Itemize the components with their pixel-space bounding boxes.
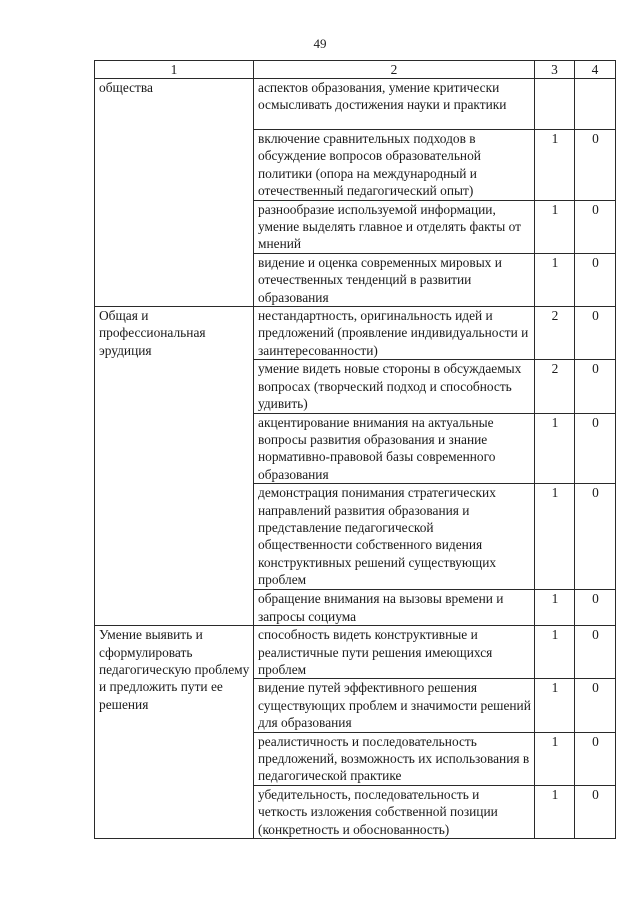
score-cell: 0 xyxy=(575,413,616,484)
score-cell: 1 xyxy=(535,590,575,626)
criterion-cell: способность видеть конструктивные и реалистичные пути решения имеющихся проблем xyxy=(254,626,535,679)
score-cell: 1 xyxy=(535,413,575,484)
column-header-3: 3 xyxy=(535,61,575,79)
criterion-cell: включение сравнительных подходов в обсуждение вопросов образовательной политики (опора на международный и отечественный педагогический опыт) xyxy=(254,130,535,201)
score-cell xyxy=(575,79,616,130)
criterion-cell: демонстрация понимания стратегических направлений развития образования и представление педагогической общественности собственного видения конструктивных решений существующих проблем xyxy=(254,484,535,590)
criterion-cell: обращение внимания на вызовы времени и запросы социума xyxy=(254,590,535,626)
table-row xyxy=(95,626,616,679)
column-header-2: 2 xyxy=(254,61,535,79)
score-cell: 1 xyxy=(535,785,575,838)
criterion-cell: реалистичность и последовательность предложений, возможность их использования в педагогической практике xyxy=(254,732,535,785)
criterion-cell: аспектов образования, умение критически осмысливать достижения науки и практики xyxy=(254,79,535,130)
score-cell: 0 xyxy=(575,679,616,732)
score-cell: 0 xyxy=(575,590,616,626)
score-cell: 0 xyxy=(575,130,616,201)
table-row xyxy=(95,79,616,130)
score-cell: 0 xyxy=(575,360,616,413)
criterion-cell: убедительность, последовательность и четкость изложения собственной позиции (конкретность и обоснованность) xyxy=(254,785,535,838)
criterion-cell: акцентирование внимания на актуальные вопросы развития образования и знание нормативно-правовой базы современного образования xyxy=(254,413,535,484)
score-cell: 0 xyxy=(575,732,616,785)
score-cell: 0 xyxy=(575,307,616,360)
category-cell: Умение выявить и сформулировать педагогическую проблему и предложить пути ее решения xyxy=(95,626,254,839)
criterion-cell: видение путей эффективного решения существующих проблем и значимости решений для образования xyxy=(254,679,535,732)
score-cell: 1 xyxy=(535,626,575,679)
criteria-table xyxy=(94,60,616,839)
score-cell: 1 xyxy=(535,732,575,785)
score-cell: 1 xyxy=(535,484,575,590)
score-cell: 0 xyxy=(575,785,616,838)
column-header-4: 4 xyxy=(575,61,616,79)
score-cell: 0 xyxy=(575,626,616,679)
score-cell: 1 xyxy=(535,679,575,732)
table-row xyxy=(95,307,616,360)
criterion-cell: разнообразие используемой информации, умение выделять главное и отделять факты от мнений xyxy=(254,200,535,253)
category-cell: общества xyxy=(95,79,254,307)
category-cell: Общая и профессиональная эрудиция xyxy=(95,307,254,626)
criterion-cell: видение и оценка современных мировых и отечественных тенденций в развитии образования xyxy=(254,253,535,306)
score-cell: 0 xyxy=(575,200,616,253)
score-cell: 1 xyxy=(535,253,575,306)
score-cell: 2 xyxy=(535,360,575,413)
table-header-row xyxy=(95,61,616,79)
criterion-cell: нестандартность, оригинальность идей и предложений (проявление индивидуальности и заинтересованности) xyxy=(254,307,535,360)
page-number: 49 xyxy=(313,36,327,51)
score-cell: 0 xyxy=(575,484,616,590)
criterion-cell: умение видеть новые стороны в обсуждаемых вопросах (творческий подход и способность удивить) xyxy=(254,360,535,413)
score-cell: 0 xyxy=(575,253,616,306)
column-header-1: 1 xyxy=(95,61,254,79)
score-cell: 1 xyxy=(535,200,575,253)
score-cell: 2 xyxy=(535,307,575,360)
score-cell xyxy=(535,79,575,130)
score-cell: 1 xyxy=(535,130,575,201)
